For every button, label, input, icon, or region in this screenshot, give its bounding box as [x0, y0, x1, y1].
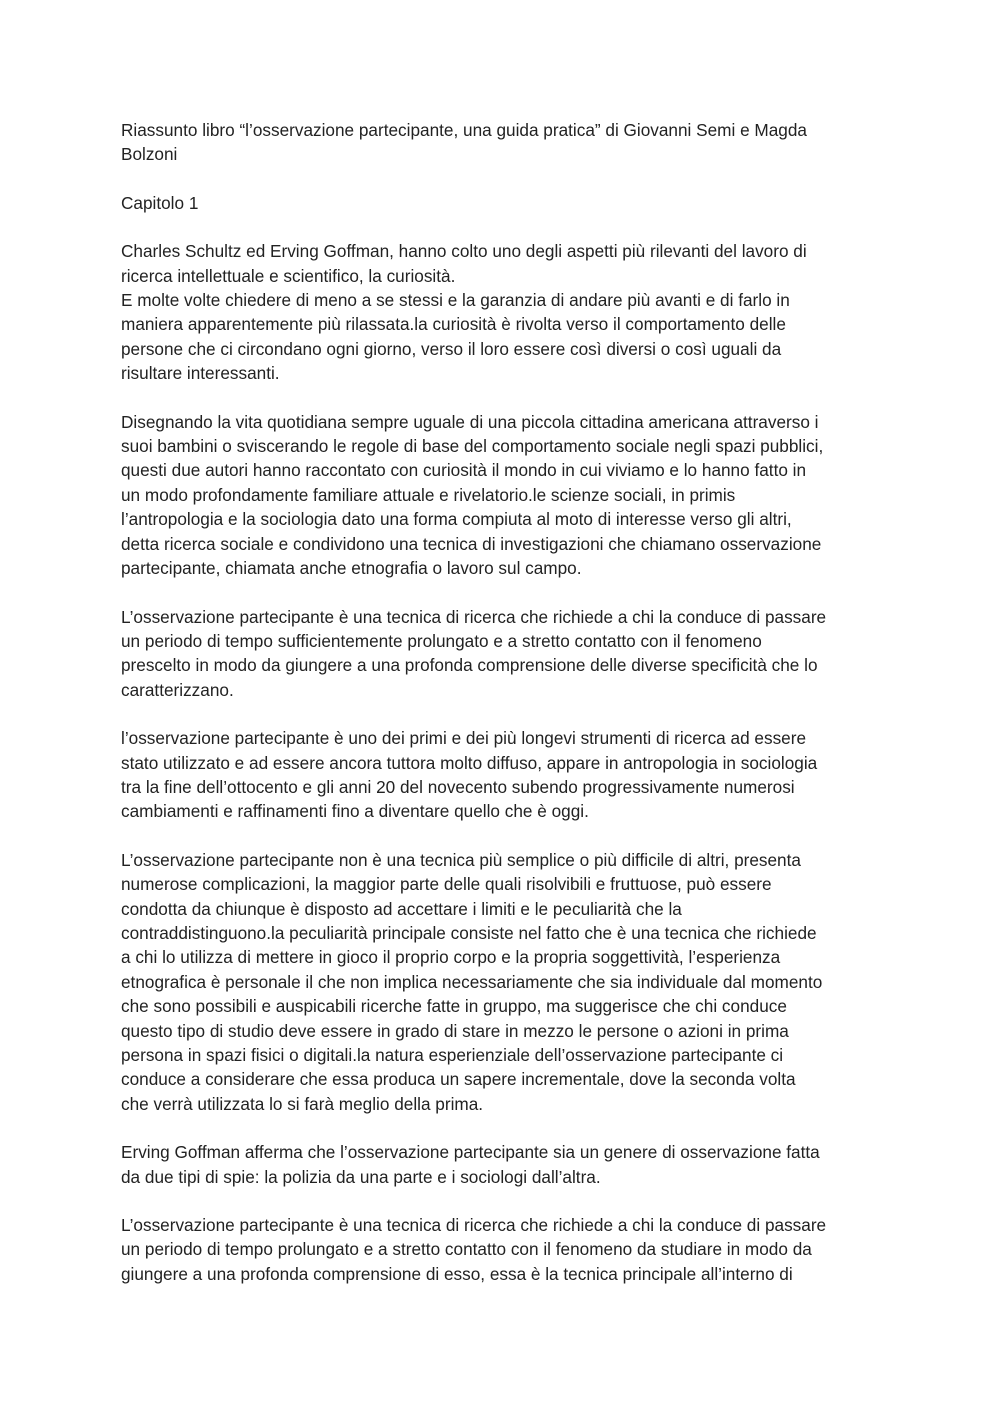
- body-paragraph: [121, 239, 891, 385]
- paragraph-line: l’osservazione partecipante è uno dei primi e dei più longevi strumenti di ricerca ad essere: [121, 728, 806, 749]
- paragraph-line: conduce a considerare che essa produca un sapere incrementale, dove la seconda volta: [121, 1069, 796, 1090]
- paragraph-line: un periodo di tempo prolungato e a stretto contatto con il fenomeno da studiare in modo da: [121, 1239, 812, 1260]
- paragraph-line: E molte volte chiedere di meno a se stessi e la garanzia di andare più avanti e di farlo in: [121, 290, 790, 311]
- paragraph-line: da due tipi di spie: la polizia da una parte e i sociologi dall’altra.: [121, 1166, 601, 1187]
- paragraph-line: questo tipo di studio deve essere in grado di stare in mezzo le persone o azioni in prima: [121, 1020, 789, 1041]
- paragraph-line: etnografica è personale il che non implica necessariamente che sia individuale dal momento: [121, 971, 823, 992]
- paragraph-line: maniera apparentemente più rilassata.la curiosità è rivolta verso il comportamento delle: [121, 314, 786, 335]
- paragraph-line: un modo profondamente familiare attuale e rivelatorio.le scienze sociali, in primis: [121, 484, 736, 505]
- paragraph-line: suoi bambini o sviscerando le regole di base del comportamento sociale negli spazi pubblici,: [121, 436, 824, 457]
- title-line: Bolzoni: [121, 144, 178, 165]
- paragraph-line: caratterizzano.: [121, 679, 234, 700]
- paragraph-line: L’osservazione partecipante non è una tecnica più semplice o più difficile di altri, presenta: [121, 849, 801, 870]
- paragraph-line: persona in spazi fisici o digitali.la natura esperienziale dell’osservazione partecipante ci: [121, 1045, 784, 1065]
- body-paragraph: [121, 605, 891, 703]
- paragraph-line: Erving Goffman afferma che l’osservazione partecipante sia un genere di osservazione fatta: [121, 1142, 820, 1163]
- paragraph-line: prescelto in modo da giungere a una profonda comprensione delle diverse specificità che lo: [121, 655, 818, 676]
- paragraph-line: numerose complicazioni, la maggior parte delle quali risolvibili e fruttuose, può essere: [121, 874, 772, 895]
- paragraph-line: contraddistinguono.la peculiarità principale consiste nel fatto che è una tecnica che richiede: [121, 922, 817, 943]
- paragraph-line: Charles Schultz ed Erving Goffman, hanno colto uno degli aspetti più rilevanti del lavoro di: [121, 241, 807, 262]
- chapter-heading: [121, 191, 891, 215]
- document-page: [121, 118, 891, 1310]
- title-line: Riassunto libro “l’osservazione partecipante, una guida pratica” di Giovanni Semi e Magda: [121, 120, 807, 140]
- body-paragraph: [121, 1140, 891, 1189]
- paragraph-line: persone che ci circondano ogni giorno, verso il loro essere così diversi o così uguali da: [121, 338, 782, 359]
- body-paragraph: [121, 410, 891, 581]
- paragraph-line: stato utilizzato e ad essere ancora tuttora molto diffuso, appare in antropologia in sociologia: [121, 752, 818, 773]
- paragraph-line: questi due autori hanno raccontato con curiosità il mondo in cui viviamo e lo hanno fatto in: [121, 460, 807, 481]
- paragraph-line: cambiamenti e raffinamenti fino a diventare quello che è oggi.: [121, 801, 589, 822]
- paragraph-line: che verrà utilizzata lo si farà meglio della prima.: [121, 1093, 484, 1114]
- paragraph-line: L’osservazione partecipante è una tecnica di ricerca che richiede a chi la conduce di passare: [121, 606, 827, 627]
- paragraph-line: detta ricerca sociale e condividono una tecnica di investigazioni che chiamano osservazione: [121, 533, 822, 554]
- paragraph-line: l’antropologia e la sociologia dato una forma compiuta al moto di interesse verso gli altri,: [121, 509, 792, 530]
- paragraph-line: L’osservazione partecipante è una tecnica di ricerca che richiede a chi la conduce di passare: [121, 1215, 827, 1236]
- paragraph-line: che sono possibili e auspicabili ricerche fatte in gruppo, ma suggerisce che chi conduce: [121, 996, 787, 1017]
- paragraphs-container: [121, 239, 891, 1286]
- chapter-heading-text: Capitolo 1: [121, 192, 199, 213]
- body-paragraph: [121, 726, 891, 824]
- paragraph-line: a chi lo utilizza di mettere in gioco il proprio corpo e la propria soggettività, l’esperienza: [121, 947, 781, 968]
- paragraph-line: giungere a una profonda comprensione di esso, essa è la tecnica principale all’interno di: [121, 1263, 793, 1284]
- paragraph-line: Disegnando la vita quotidiana sempre uguale di una piccola cittadina americana attraverso i: [121, 411, 819, 432]
- paragraph-line: ricerca intellettuale e scientifico, la curiosità.: [121, 265, 456, 286]
- body-paragraph: [121, 848, 891, 1116]
- document-title: [121, 118, 891, 167]
- body-paragraph: [121, 1213, 891, 1286]
- paragraph-line: risultare interessanti.: [121, 363, 280, 384]
- paragraph-line: un periodo di tempo sufficientemente prolungato e a stretto contatto con il fenomeno: [121, 630, 762, 651]
- paragraph-line: condotta da chiunque è disposto ad accettare i limiti e le peculiarità che la: [121, 898, 682, 919]
- paragraph-line: tra la fine dell’ottocento e gli anni 20 del novecento subendo progressivamente numerosi: [121, 776, 795, 797]
- paragraph-line: partecipante, chiamata anche etnografia o lavoro sul campo.: [121, 558, 582, 579]
